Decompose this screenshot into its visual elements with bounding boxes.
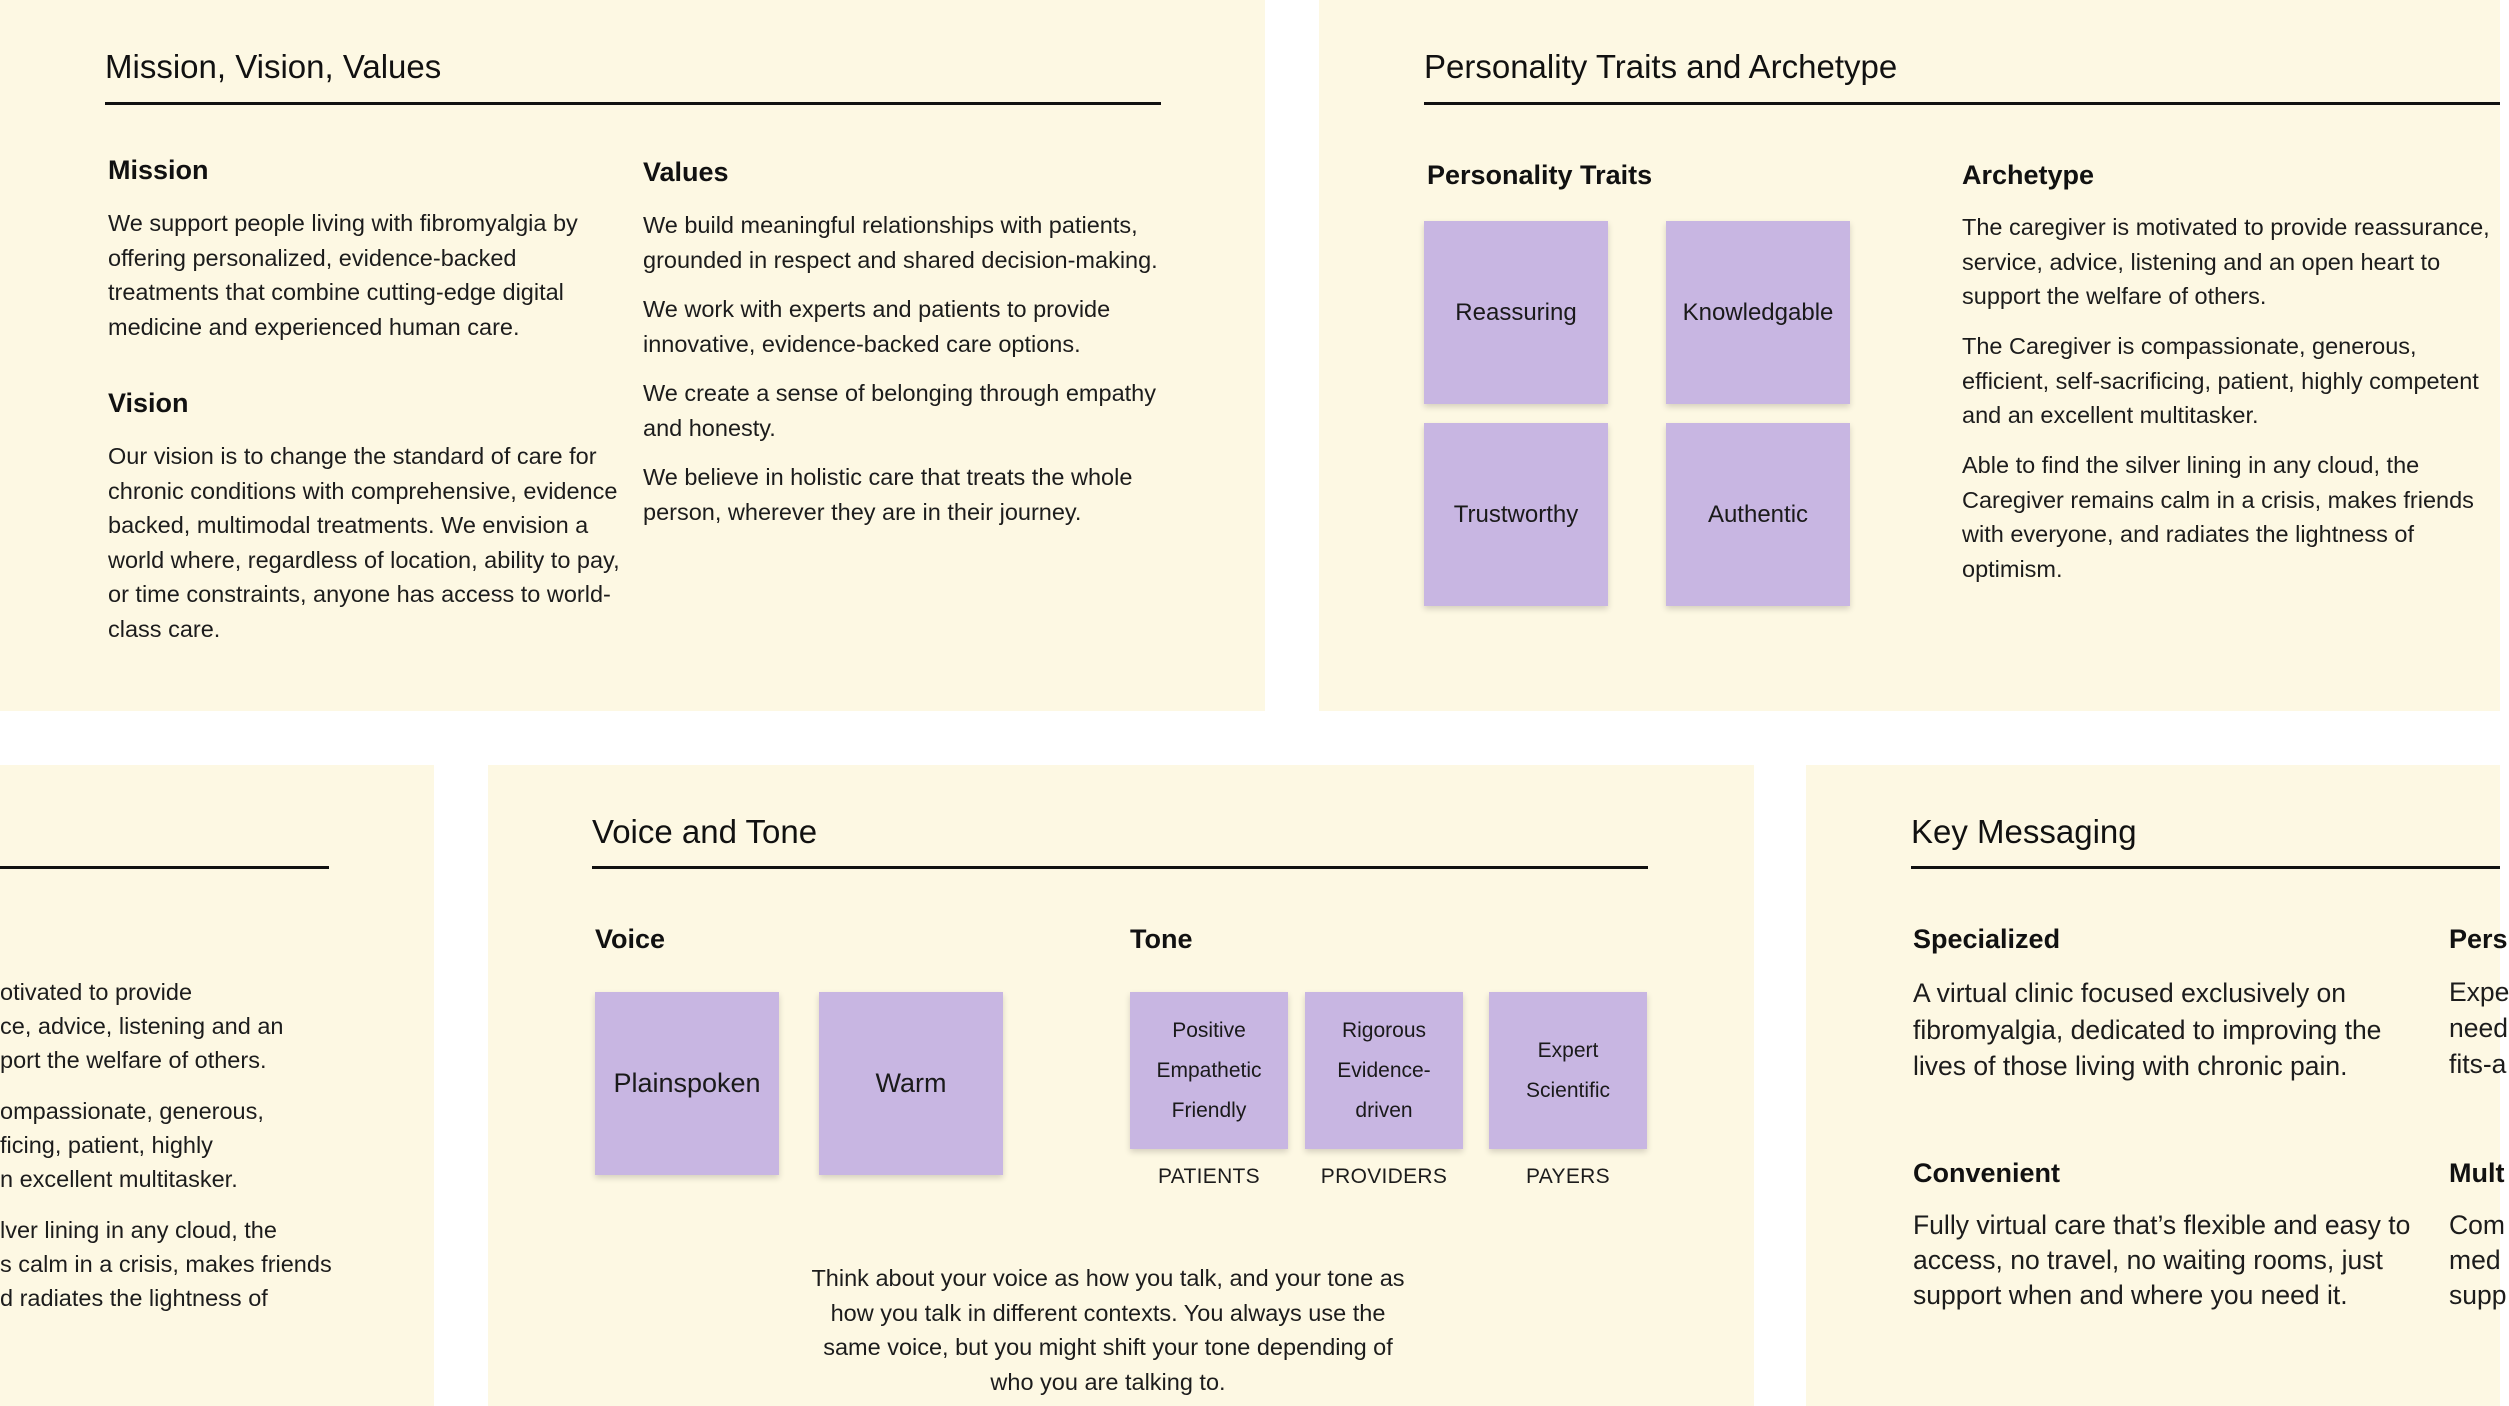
frame-title: Voice and Tone bbox=[592, 813, 818, 850]
partial-line: ce, advice, listening and an bbox=[0, 1013, 284, 1039]
message-text: Fully virtual care that’s flexible and easy to access, no travel, no waiting rooms, just support when and where you need it. bbox=[1913, 1210, 2411, 1310]
voice-label: Plainspoken bbox=[613, 1068, 761, 1098]
frame-title: Mission, Vision, Values bbox=[105, 48, 442, 85]
title-underline bbox=[592, 866, 1648, 869]
partial-line: ompassionate, generous, bbox=[0, 1098, 264, 1124]
value-item: We create a sense of belonging through empathy and honesty. bbox=[643, 380, 1156, 441]
partial-line: otivated to provide bbox=[0, 979, 193, 1005]
partial-line: Com bbox=[2449, 1210, 2505, 1240]
title-underline bbox=[0, 866, 329, 869]
key-messaging-frame[interactable] bbox=[1806, 765, 2509, 1406]
tone-heading: Tone bbox=[1130, 924, 1193, 954]
tone-word: Evidence- bbox=[1337, 1058, 1431, 1082]
personality-traits-heading: Personality Traits bbox=[1427, 160, 1653, 190]
partial-line: need bbox=[2449, 1013, 2508, 1043]
tone-word: Friendly bbox=[1171, 1098, 1247, 1122]
partial-line: fits-a bbox=[2449, 1049, 2507, 1079]
partial-line: ficing, patient, highly bbox=[0, 1132, 213, 1158]
mission-heading: Mission bbox=[108, 155, 209, 185]
tone-word: Empathetic bbox=[1156, 1058, 1262, 1082]
partial-line: med bbox=[2449, 1245, 2501, 1275]
sticky-note-trait[interactable] bbox=[1666, 423, 1850, 606]
value-item: We believe in holistic care that treats the whole person, wherever they are in their journey. bbox=[643, 464, 1133, 525]
vision-heading: Vision bbox=[108, 388, 189, 418]
partial-line: supp bbox=[2449, 1280, 2507, 1310]
voice-label: Warm bbox=[875, 1068, 947, 1098]
archetype-text: The caregiver is motivated to provide reassurance, service, advice, listening and an open heart to support the welfare of others. bbox=[1962, 214, 2490, 309]
archetype-heading: Archetype bbox=[1962, 160, 2095, 190]
tone-audience-label: PAYERS bbox=[1526, 1165, 1610, 1188]
sticky-note-trait[interactable] bbox=[1666, 221, 1850, 404]
message-text: A virtual clinic focused exclusively on fibromyalgia, dedicated to improving the lives of those living with chronic pain. bbox=[1913, 978, 2382, 1081]
frame-title: Personality Traits and Archetype bbox=[1424, 48, 1898, 85]
message-heading-partial: Pers bbox=[2449, 924, 2508, 954]
message-heading: Specialized bbox=[1913, 924, 2061, 954]
trait-label: Authentic bbox=[1707, 500, 1809, 528]
tone-audience-label: PATIENTS bbox=[1158, 1165, 1260, 1188]
partial-line: d radiates the lightness of bbox=[0, 1285, 268, 1311]
tone-audience-label: PROVIDERS bbox=[1320, 1165, 1448, 1188]
message-heading: Convenient bbox=[1913, 1158, 2061, 1188]
frame-title: Key Messaging bbox=[1911, 813, 2137, 850]
trait-label: Trustworthy bbox=[1453, 500, 1579, 528]
title-underline bbox=[1424, 102, 2500, 105]
mission-text: We support people living with fibromyalgia by offering personalized, evidence-backed treatments that combine cutting-edge digital medicine and experienced human care. bbox=[108, 210, 578, 340]
tone-word: Scientific bbox=[1525, 1078, 1611, 1102]
value-item: We build meaningful relationships with patients, grounded in respect and shared decision-making. bbox=[643, 212, 1158, 273]
sticky-note-tone[interactable] bbox=[1489, 992, 1647, 1149]
mission-vision-values-frame[interactable] bbox=[0, 0, 1265, 711]
sticky-note-trait[interactable] bbox=[1424, 221, 1608, 404]
personality-archetype-frame[interactable] bbox=[1319, 0, 2500, 711]
sticky-note-voice[interactable] bbox=[819, 992, 1003, 1175]
partial-line: lver lining in any cloud, the bbox=[0, 1217, 277, 1243]
sticky-note-tone[interactable] bbox=[1130, 992, 1288, 1149]
voice-heading: Voice bbox=[595, 924, 666, 954]
trait-label: Knowledgable bbox=[1682, 298, 1834, 326]
partial-line: port the welfare of others. bbox=[0, 1047, 267, 1073]
trait-label: Reassuring bbox=[1455, 298, 1577, 326]
archetype-text: Able to find the silver lining in any cloud, the Caregiver remains calm in a crisis, makes friends with everyone, and radiates the lightness of optimism. bbox=[1962, 452, 2474, 582]
partial-archetype-frame[interactable] bbox=[0, 765, 434, 1406]
value-item: We work with experts and patients to provide innovative, evidence-backed care options. bbox=[643, 296, 1111, 357]
tone-word: driven bbox=[1355, 1098, 1413, 1122]
sticky-note-voice[interactable] bbox=[595, 992, 779, 1175]
tone-word: Positive bbox=[1172, 1018, 1246, 1042]
values-heading: Values bbox=[643, 157, 729, 187]
archetype-text: The Caregiver is compassionate, generous, efficient, self-sacrificing, patient, highly competent and an excellent multitasker. bbox=[1962, 333, 2479, 428]
partial-line: Expe bbox=[2449, 977, 2509, 1007]
title-underline bbox=[1911, 866, 2500, 869]
voice-tone-frame[interactable] bbox=[488, 765, 1754, 1406]
partial-line: s calm in a crisis, makes friends bbox=[0, 1251, 332, 1277]
voice-tone-note: Think about your voice as how you talk, and your tone as how you talk in different contexts. You always use the same voice, but you might shift your tone depending of who you are talking to. bbox=[811, 1265, 1405, 1395]
sticky-note-trait[interactable] bbox=[1424, 423, 1608, 606]
tone-word: Rigorous bbox=[1341, 1018, 1427, 1042]
vision-text: Our vision is to change the standard of care for chronic conditions with comprehensive, evidence backed, multimodal treatments. We envision a world where, regardless of location, ability to pay, or time constraints, anyone has access to world-class care. bbox=[108, 443, 620, 642]
title-underline bbox=[105, 102, 1161, 105]
message-heading-partial: Mult bbox=[2449, 1158, 2505, 1188]
sticky-note-tone[interactable] bbox=[1305, 992, 1463, 1149]
tone-word: Expert bbox=[1537, 1038, 1599, 1062]
partial-line: n excellent multitasker. bbox=[0, 1166, 238, 1192]
